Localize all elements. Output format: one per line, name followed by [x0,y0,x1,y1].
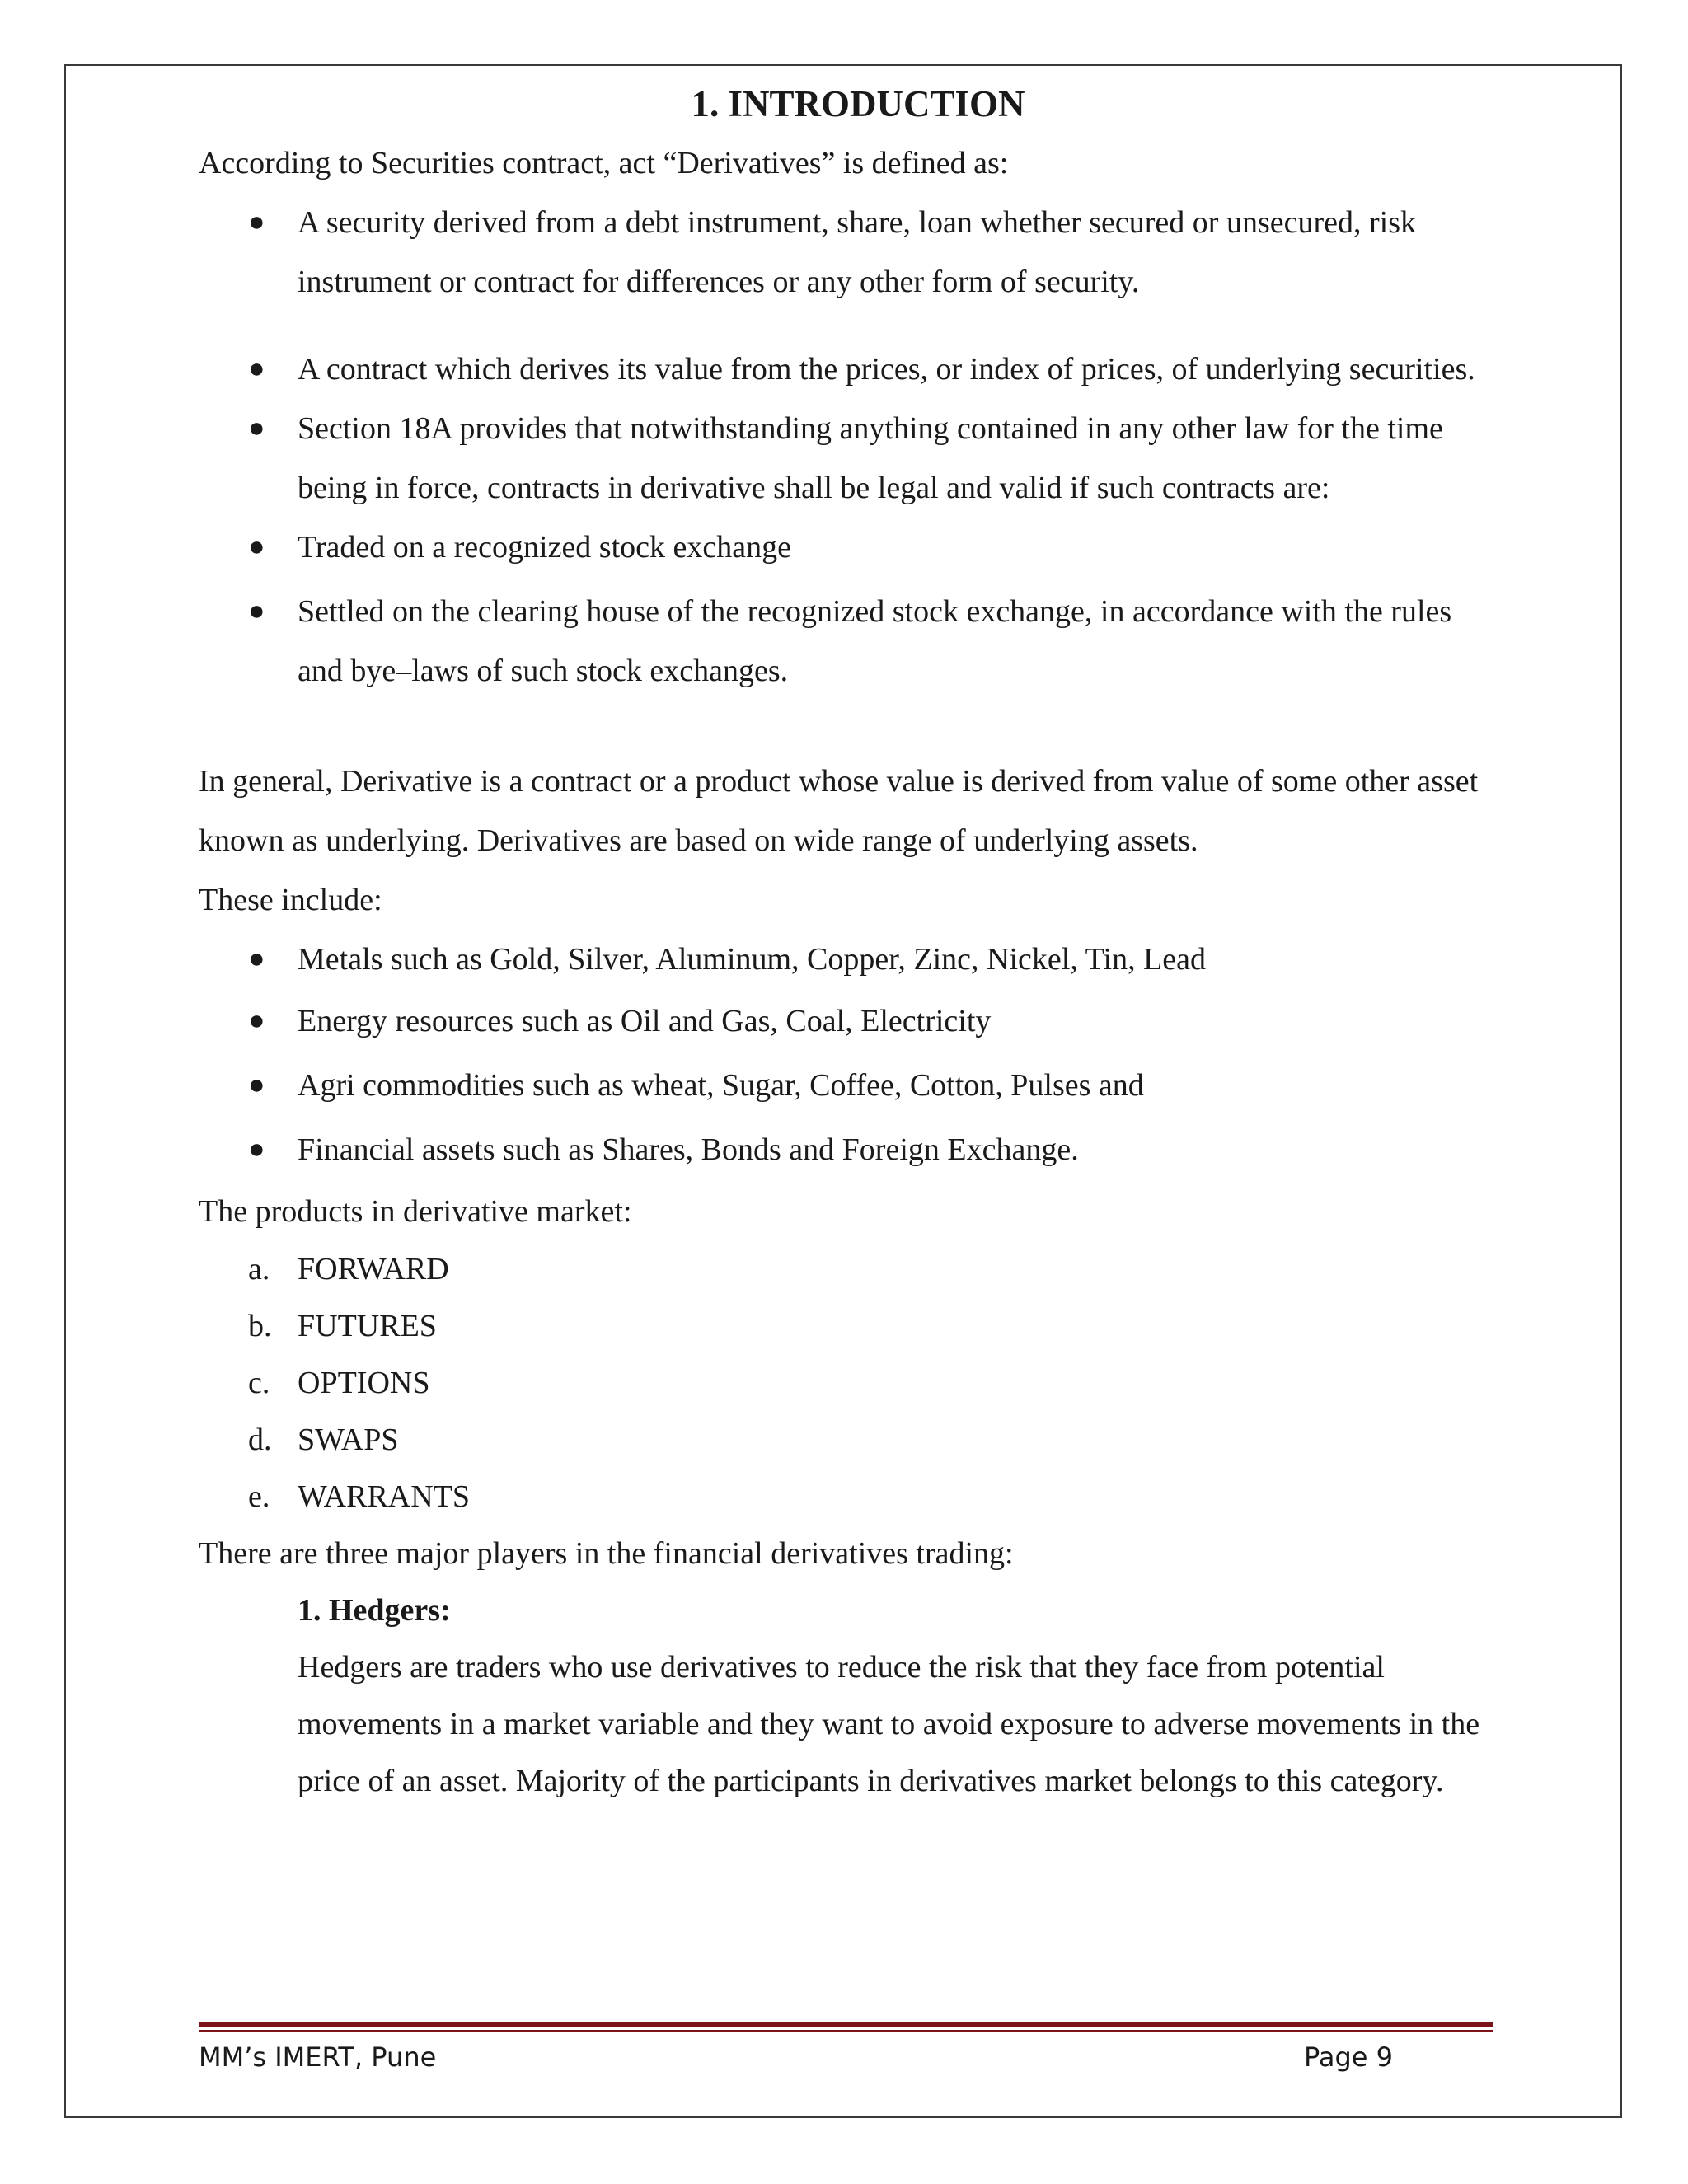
list-marker: d. [248,1422,272,1457]
list-item-text: Energy resources such as Oil and Gas, Coal, Electricity [298,1004,992,1038]
bullet-icon: ● [248,532,265,562]
page-title: 1. INTRODUCTION [691,83,1025,124]
bullet-icon: ● [248,207,265,237]
bullet-icon: ● [248,1070,265,1100]
footer-rule-thin [199,2030,1493,2032]
list-item [199,1053,1493,1118]
bullet-icon: ● [248,1005,265,1036]
asset-list [199,930,1493,1182]
players-intro: There are three major players in the financial derivatives trading: [199,1536,1014,1571]
list-item-text: A contract which derives its value from the prices, or index of prices, of underlying securities. [298,352,1475,387]
list-marker: a. [248,1252,270,1286]
list-item [199,1241,1493,1298]
player-section [199,1582,1493,1810]
list-item-text: FUTURES [298,1309,437,1343]
list-marker: e. [248,1479,270,1514]
list-item [199,399,1493,518]
list-item [199,989,1493,1053]
bullet-icon: ● [248,1134,265,1165]
list-item-text: SWAPS [298,1422,399,1457]
list-item [199,1298,1493,1355]
list-item-text: Financial assets such as Shares, Bonds and Foreign Exchange. [298,1132,1079,1167]
page-number: Page 9 [1304,2041,1393,2073]
list-marker: c. [248,1366,270,1400]
bullet-icon: ● [248,596,265,626]
list-item [199,1355,1493,1412]
bullet-icon: ● [248,944,265,974]
list-item [199,193,1493,312]
footer-rule [199,2022,1493,2027]
intro-text: According to Securities contract, act “Derivatives” is defined as: [199,146,1009,180]
list-item-text: Metals such as Gold, Silver, Aluminum, Copper, Zinc, Nickel, Tin, Lead [298,942,1207,977]
list-item [199,1469,1493,1526]
products-list [199,1241,1493,1526]
bullet-icon: ● [248,413,265,443]
list-item [199,1118,1493,1182]
list-item-text: FORWARD [298,1252,449,1286]
definition-list [199,193,1493,701]
list-item [199,930,1493,989]
page-content [199,69,1493,1810]
products-intro: The products in derivative market: [199,1194,632,1229]
list-item-text: Settled on the clearing house of the recognized stock exchange, in accordance with the rules and bye–laws of such stock exchanges. [298,594,1452,688]
list-item-text: WARRANTS [298,1479,471,1514]
list-item-text: Section 18A provides that notwithstanding anything contained in any other law for the time being in force, contracts in derivative shall be legal and valid if such contracts are: [298,411,1443,505]
list-item-text: A security derived from a debt instrument, share, loan whether secured or unsecured, risk instrument or contract for differences or any other form of security. [298,205,1416,299]
list-item [199,582,1493,701]
list-item-text: Agri commodities such as wheat, Sugar, Coffee, Cotton, Pulses and [298,1068,1144,1103]
list-item [199,340,1493,399]
list-marker: b. [248,1309,272,1343]
general-paragraph: In general, Derivative is a contract or a product whose value is derived from value of some other asset known as underlying. Derivatives are based on wide range of underlying assets. [199,764,1479,858]
list-item [199,518,1493,577]
list-item-text: OPTIONS [298,1366,430,1400]
player-heading: 1. Hedgers: [298,1593,451,1628]
list-item [199,1412,1493,1469]
player-description: Hedgers are traders who use derivatives to reduce the risk that they face from potential movements in a market variable and they want to avoid exposure to adverse movements in the price of an asset. Majority of the participants in derivatives market belongs to this category. [298,1650,1480,1798]
footer-institution: MM’s IMERT, Pune [199,2041,437,2073]
list-item-text: Traded on a recognized stock exchange [298,530,791,565]
these-include-text: These include: [199,883,382,917]
bullet-icon: ● [248,354,265,384]
